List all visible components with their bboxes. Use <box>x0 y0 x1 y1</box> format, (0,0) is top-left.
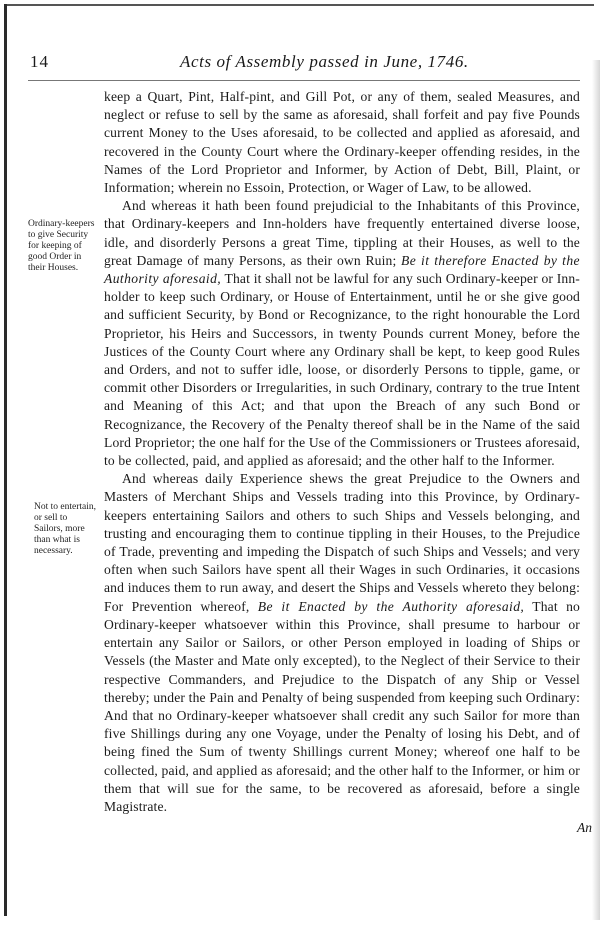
paragraph-text: And whereas it hath been found prejudicial to the Inhabitants of this Province, that Ordinary-keepers and Inn-holders have frequently entertained diverse loose, idle, and disorderly Persons a great Time, tippling at their Houses, as well to the great Damage of many Persons, as their own Ruin; <box>104 198 580 268</box>
page-frame-left <box>4 4 7 916</box>
margin-note-sailors: Not to entertain, or sell to Sailors, more than what is necessary. <box>34 502 96 556</box>
paragraph-text: keep a Quart, Pint, Half-pint, and Gill Pot, or any of them, sealed Measures, and neglect or refuse to sell by the same as aforesaid, shall forfeit and pay five Pounds current Money to the Uses aforesaid, to be collected and applied as aforesaid, and recovered in the County Court where the Ordinary-keeper offending resides, in the Names of the Lord Proprietor and Informer, by Action of Debt, Bill, Plaint, or Information; wherein no Essoin, Protection, or Wager of Law, to be allowed. <box>104 89 580 196</box>
body-text <box>104 88 580 816</box>
paragraph-sailors <box>104 470 580 816</box>
catchword: An <box>577 820 592 835</box>
paragraph-text: That it shall not be lawful for any such Ordinary-keeper or Inn-holder to keep such Ordinary, or House of Entertainment, until he or she give good and sufficient Security, by Bond or Recognizance, to the right honourable the Lord Proprietor, his Heirs and Successors, in twenty Pounds current Money, before the Justices of the County Court where any Ordinary shall be kept, to keep good Rules and Orders, and not to suffer idle, loose, or disorderly Persons to tipple, game, or commit other Disorders or Irregularities, in such Ordinary, contrary to the true Intent and Meaning of this Act; and that upon the Breach of any such Bond or Recognizance, the Recovery of the Penalty thereof shall be in the Name of the said Lord Proprietor; the one half for the Use of the Commissioners or Trustees aforesaid, to be collected, paid, and applied as aforesaid; and the other half to the Informer. <box>104 271 580 469</box>
page-frame-top <box>4 4 594 6</box>
enacting-clause: Be it therefore Enacted by the Authority aforesaid, <box>104 252 580 287</box>
enacting-clause: Be it Enacted by the Authority aforesaid, <box>257 598 525 614</box>
page-header <box>30 52 590 76</box>
binding-gutter <box>592 60 600 920</box>
running-title: Acts of Assembly passed in June, 1746. <box>180 52 469 71</box>
paragraph-text: That no Ordinary-keeper whatsoever within this Province, shall presume to harbour or entertain any Sailor or Sailors, or other Person employed in loading of Ships or Vessels (the Master and Mate only excepted), to the Neglect of their Service to their respective Commanders, and Prejudice to the Dispatch of any Ship or Vessel thereby; under the Pain and Penalty of being suspended from keeping such Ordinary: And that no Ordinary-keeper whatsoever shall credit any such Sailor for more than five Shillings during any one Voyage, under the Penalty of losing his Debt, and of being fined the Sum of twenty Shillings current Money; whereof one half to be collected, paid, and applied as aforesaid; and the other half to the Informer, or him or them that will sue for the same, to be recovered as aforesaid, before a single Magistrate. <box>104 598 580 814</box>
margin-note-security: Ordinary-keepers to give Security for keeping of good Order in their Houses. <box>28 219 95 273</box>
paragraph-security <box>104 197 580 470</box>
page-number: 14 <box>30 52 49 71</box>
paragraph-text: And whereas daily Experience shews the great Prejudice to the Owners and Masters of Merchant Ships and Vessels trading into this Province, by Ordinary-keepers entertaining Sailors and others to such Ships and Vessels belonging, and trusting and encouraging them to continue tippling in their Houses, to the Prejudice of Trade, preventing and impeding the Dispatch of such Ships and Vessels; and very often when such Sailors have spent all their Wages in such Ordinaries, it occasions and induces them to run away, and desert the Ships and Vessels whereto they belong: For Prevention whereof, <box>104 471 580 614</box>
paragraph-measures <box>104 88 580 197</box>
header-rule <box>28 80 580 81</box>
